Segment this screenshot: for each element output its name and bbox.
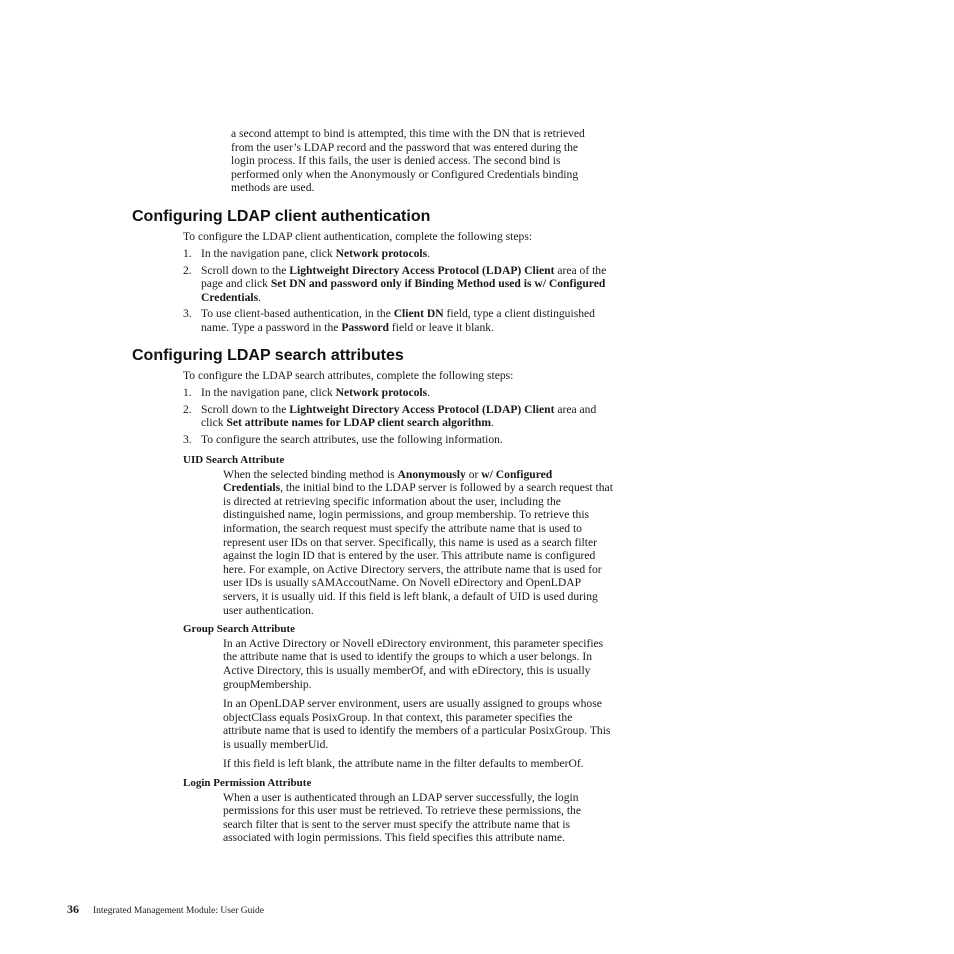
page-footer <box>67 900 264 918</box>
step-number: 2. <box>183 263 192 277</box>
list-item: 1. In the navigation pane, click Network protocols. <box>183 386 431 399</box>
section2-intro: To configure the LDAP search attributes, complete the following steps: <box>183 369 514 382</box>
section-heading-client-auth: Configuring LDAP client authentication <box>132 208 431 225</box>
section-heading-search-attributes: Configuring LDAP search attributes <box>132 347 404 364</box>
list-item: 1. In the navigation pane, click Network protocols. <box>183 247 431 260</box>
list-item: 3. To use client-based authentication, in the Client DN field, type a client distinguished name. Type a password in the Password field or leave it blank. <box>183 307 595 334</box>
list-item: 2. Scroll down to the Lightweight Directory Access Protocol (LDAP) Client area and click Set attribute names for LDAP client search algorithm. <box>183 402 597 430</box>
list-item: 3. To configure the search attributes, use the following information. <box>183 432 503 446</box>
section2-steps <box>183 386 613 449</box>
intro-text: a second attempt to bind is attempted, this time with the DN that is retrieved from the user’s LDAP record and the password that was entered during the login process. If this fails, the user is denied access. The second bind is performed only when the Anonymously or Configured Credentials binding methods are used. <box>231 127 585 195</box>
section1-intro: To configure the LDAP client authentication, complete the following steps: <box>183 230 533 243</box>
term-login-permission-attribute: Login Permission Attribute <box>183 777 312 790</box>
book-title: Integrated Management Module: User Guide <box>93 906 264 916</box>
step-number: 3. <box>183 432 192 446</box>
definition-uid-search-attribute: When the selected binding method is Anonymously or w/ Configured Credentials, the initial bind to the LDAP server is followed by a search request that is directed at retrieving specific information about the user, including the distinguished name, login permissions, and group membership. To retrieve this information, the search request must specify the attribute name that is used to represent user IDs on that server. Specifically, this name is used as a search filter against the login ID that is entered by the user. This attribute name is configured here. For example, on Active Directory servers, the attribute name that is used for user IDs is usually sAMAccoutName. On Novell eDirectory and OpenLDAP servers, it is usually uid. If this field is left blank, a default of UID is used during user authentication. <box>223 467 613 617</box>
section1-steps <box>183 247 613 338</box>
step-number: 1. <box>183 386 192 399</box>
step-number: 2. <box>183 402 192 416</box>
page-number: 36 <box>67 902 79 916</box>
list-item: 2. Scroll down to the Lightweight Directory Access Protocol (LDAP) Client area of the page and click Set DN and password only if Binding Method used is w/ Configured Credentials. <box>183 263 607 304</box>
search-attribute-definitions <box>183 454 613 851</box>
intro-paragraph <box>231 127 596 195</box>
step-number: 3. <box>183 307 192 321</box>
definition-login-permission-attribute: When a user is authenticated through an LDAP server successfully, the login permissions for this user must be retrieved. To retrieve these permissions, the search filter that is sent to the server must specify the attribute name that is associated with login permissions. This field specifies this attribute name. <box>223 790 581 845</box>
term-group-search-attribute: Group Search Attribute <box>183 623 296 636</box>
step-number: 1. <box>183 247 192 260</box>
definition-group-search-attribute: In an Active Directory or Novell eDirectory environment, this parameter specifies the attribute name that is used to identify the groups to which a user belongs. In Active Directory, this is usually memberOf, and with eDirectory, this is usually groupMembership. In an OpenLDAP server environment, users are usually assigned to groups whose objectClass equals PosixGroup. In that context, this parameter specifies the attribute name that is used to identify the members of a particular PosixGroup. This is usually memberUid. If this field is left blank, the attribute name in the filter defaults to memberOf. <box>223 636 611 771</box>
term-uid-search-attribute: UID Search Attribute <box>183 454 285 466</box>
